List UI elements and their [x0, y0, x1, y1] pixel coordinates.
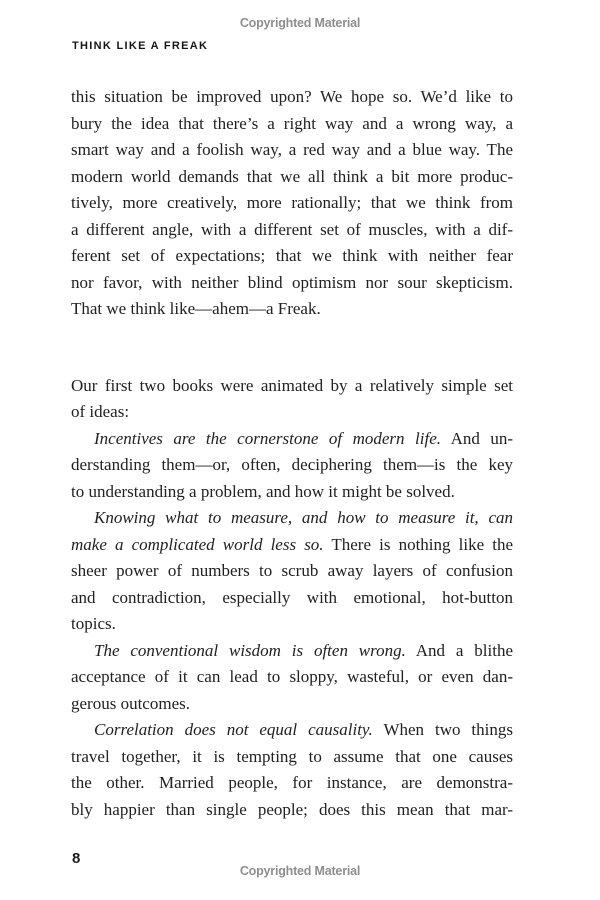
text-segment: topics.: [71, 614, 116, 633]
text-line: [71, 638, 513, 665]
text-line: [71, 479, 513, 506]
text-line: [71, 532, 513, 559]
text-segment: There is nothing like the: [323, 534, 513, 554]
text-segment: Our first two books were animated by a relatively simple set: [71, 375, 513, 395]
text-segment: to understanding a problem, and how it might be solved.: [71, 481, 455, 501]
text-segment: When two things: [372, 720, 513, 739]
text-line: [71, 137, 513, 164]
paragraph: [71, 505, 513, 638]
paragraph: [71, 426, 513, 506]
text-segment: of ideas:: [71, 402, 130, 421]
text-segment: gerous outcomes.: [71, 693, 190, 713]
text-segment: and contradiction, especially with emotional, hot-button: [71, 587, 513, 607]
text-line: [71, 717, 513, 744]
paragraph: [71, 717, 513, 823]
text-segment: ferent set of expectations; that we think with neither fear: [71, 246, 513, 265]
text-segment: derstanding them—or, often, deciphering them—is the key: [71, 455, 513, 474]
text-line: [71, 797, 513, 824]
text-line: [71, 585, 513, 612]
text-segment: And a blithe: [405, 640, 513, 660]
text-line: [71, 744, 513, 771]
text-line: [71, 399, 513, 426]
text-line: [71, 243, 513, 270]
italic-text-segment: make a complicated world less so.: [71, 534, 324, 554]
page-number: 8: [72, 850, 81, 867]
text-segment: a different angle, with a different set of muscles, with a dif-: [71, 219, 513, 239]
text-segment: nor favor, with neither blind optimism nor sour skepticism.: [71, 272, 513, 292]
text-line: [71, 426, 513, 453]
text-segment: the other. Married people, for instance, are demonstra-: [71, 773, 513, 792]
paragraph: [71, 84, 513, 323]
text-line: [71, 270, 513, 297]
text-segment: modern world demands that we all think a bit more produc-: [71, 166, 513, 186]
text-line: [71, 164, 513, 191]
text-line: [71, 296, 513, 323]
text-line: [71, 558, 513, 585]
text-line: [71, 611, 513, 638]
italic-text-segment: The conventional wisdom is often wrong.: [94, 640, 406, 660]
text-line: [71, 452, 513, 479]
text-segment: smart way and a foolish way, a red way and a blue way. The: [71, 140, 513, 159]
italic-text-segment: Correlation does not equal causality.: [94, 720, 373, 739]
text-segment: travel together, it is tempting to assume that one causes: [71, 746, 513, 766]
text-segment: sheer power of numbers to scrub away layers of confusion: [71, 561, 513, 580]
text-line: [71, 190, 513, 217]
copyright-note-bottom: Copyrighted Material: [239, 864, 361, 878]
text-segment: And un-: [441, 428, 514, 448]
copyright-note-top: Copyrighted Material: [239, 16, 361, 30]
text-segment: bly happier than single people; does this mean that mar-: [71, 799, 513, 819]
text-line: [71, 505, 513, 532]
text-line: [71, 664, 513, 691]
text-segment: this situation be improved upon? We hope so. We’d like to: [71, 87, 513, 106]
italic-text-segment: Knowing what to measure, and how to measure it, can: [94, 508, 513, 527]
text-line: [71, 111, 513, 138]
body-text: [71, 84, 513, 823]
text-segment: acceptance of it can lead to sloppy, wasteful, or even dan-: [71, 667, 513, 686]
text-line: [71, 770, 513, 797]
text-segment: That we think like—ahem—a Freak.: [71, 299, 321, 318]
paragraph: [71, 638, 513, 718]
text-line: [71, 84, 513, 111]
running-head: THINK LIKE A FREAK: [72, 40, 209, 52]
text-line: [71, 217, 513, 244]
italic-text-segment: Incentives are the cornerstone of modern life.: [94, 428, 442, 448]
text-line: [71, 373, 513, 400]
text-segment: tively, more creatively, more rationally; that we think from: [71, 193, 513, 212]
text-segment: bury the idea that there’s a right way and a wrong way, a: [71, 113, 513, 133]
paragraph: [71, 373, 513, 426]
text-line: [71, 691, 513, 718]
